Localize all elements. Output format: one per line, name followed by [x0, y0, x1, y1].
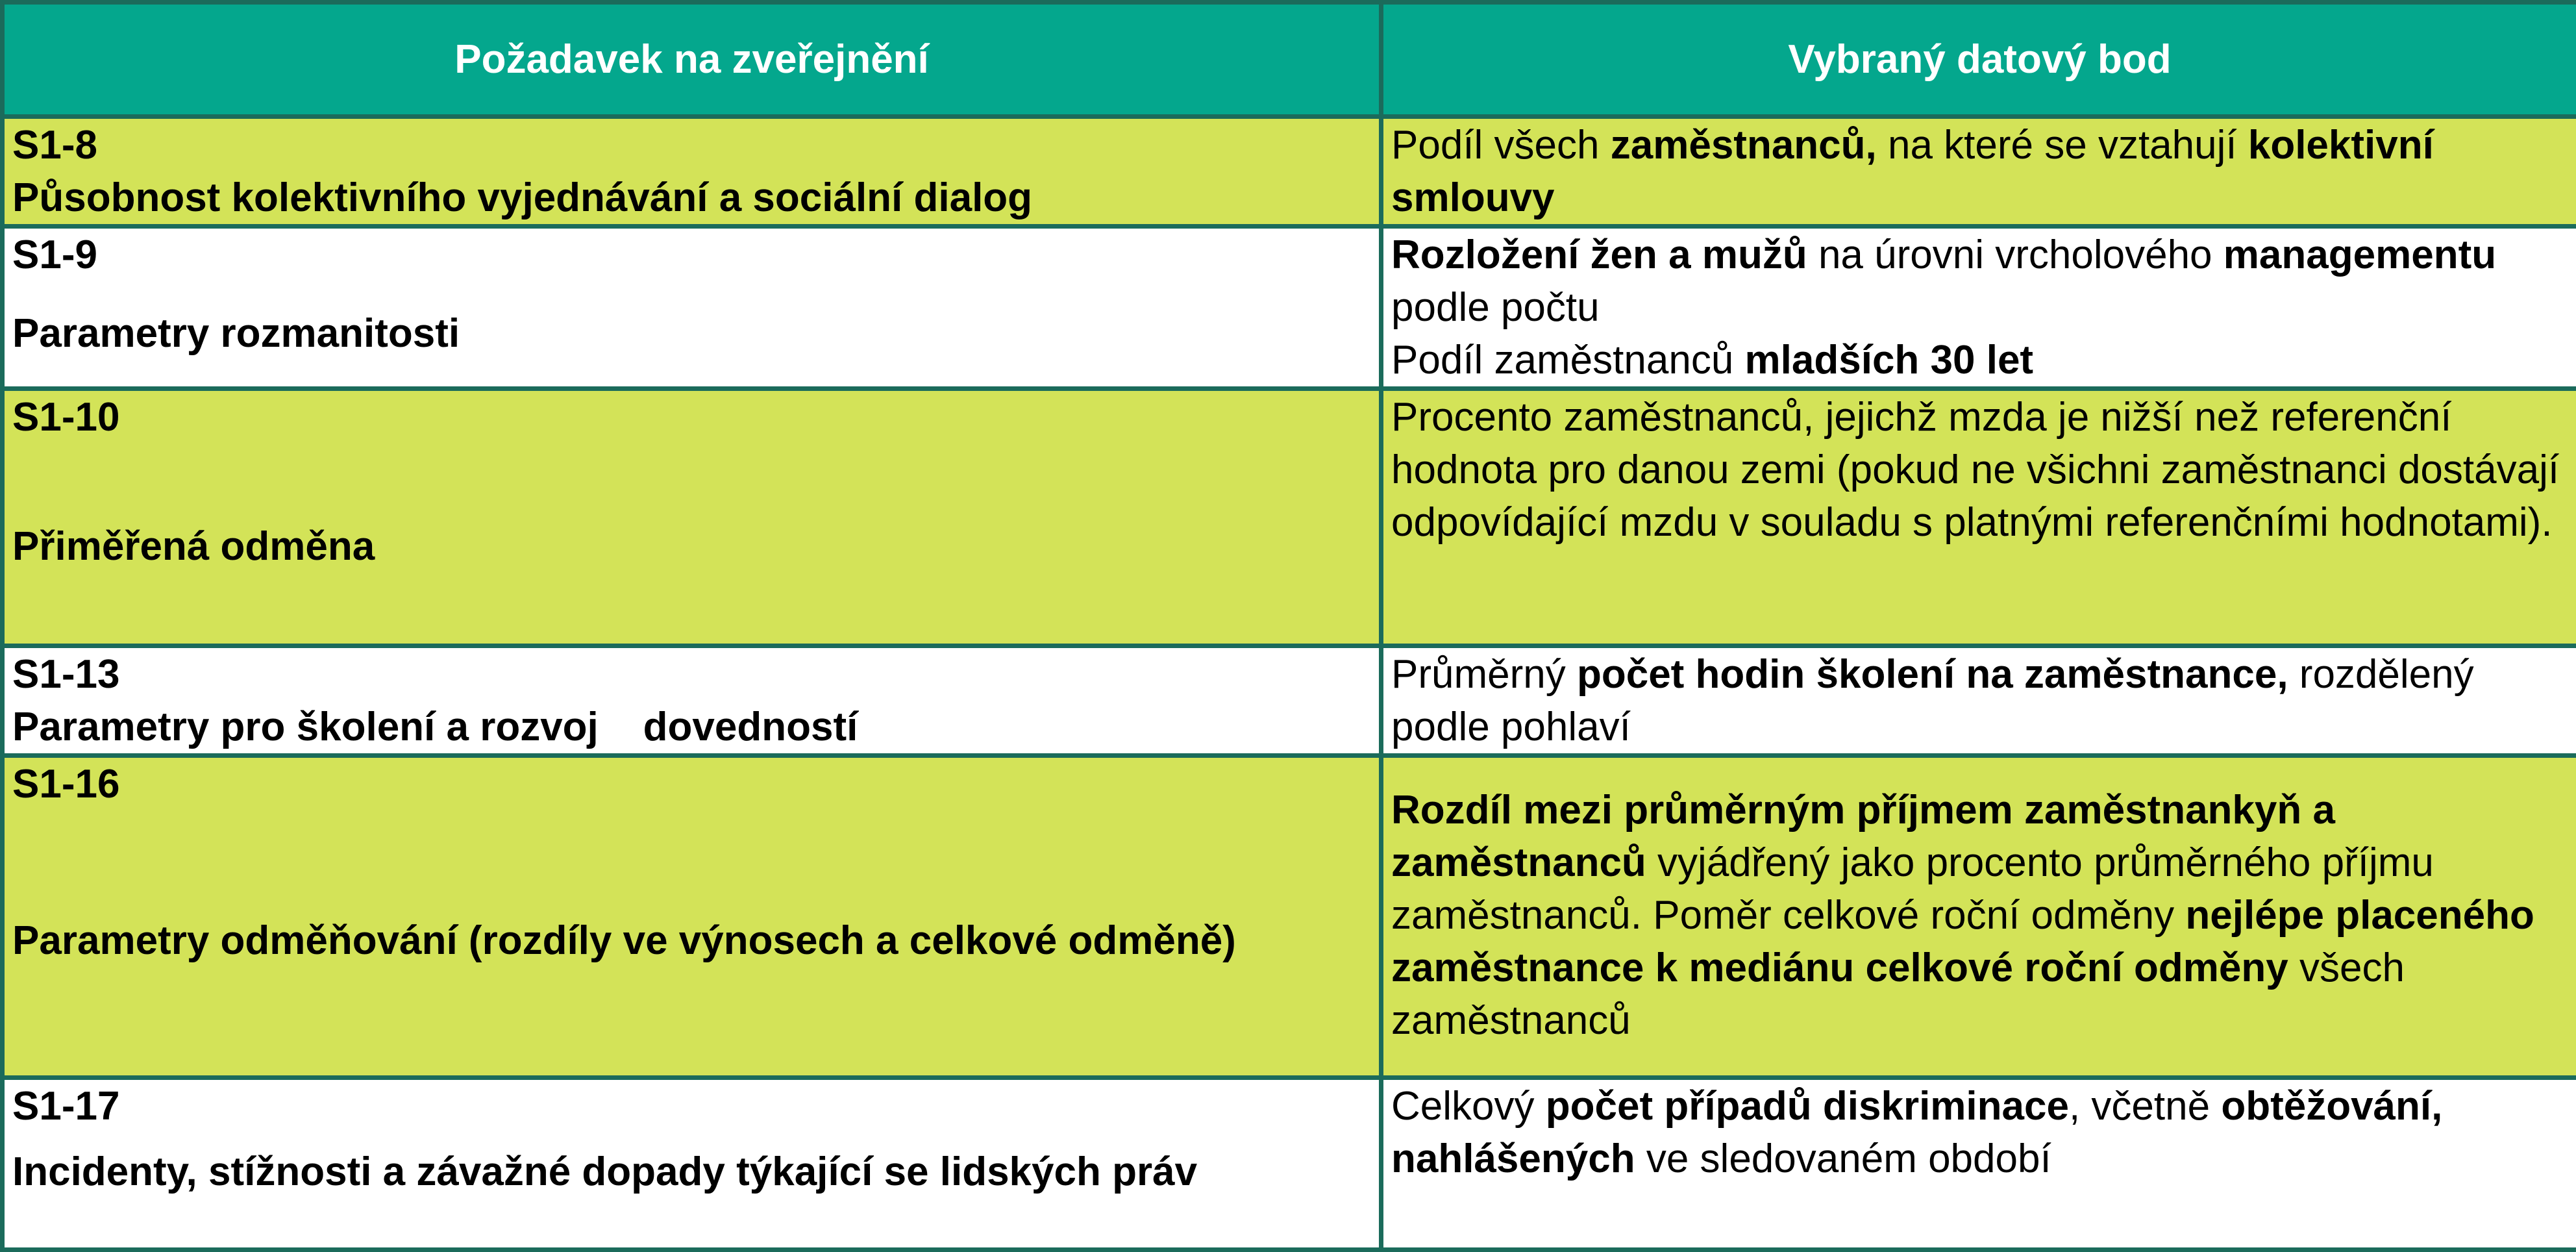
requirement-cell: [3, 389, 1381, 646]
datapoint-cell: [1381, 227, 2576, 389]
datapoint-cell: [1381, 117, 2576, 227]
requirement-cell: [3, 227, 1381, 389]
datapoint-text: [1391, 229, 2568, 334]
requirement-code: S1-9: [12, 229, 1371, 281]
table-row: [3, 756, 2576, 1078]
text-run: Podíl zaměstnanců: [1391, 338, 1745, 382]
text-run: podle počtu: [1391, 285, 1600, 330]
text-run: rozdělený podle pohlaví: [1391, 652, 2474, 749]
table-row: [3, 646, 2576, 756]
table-row: [3, 227, 2576, 389]
datapoint-text-2: [1391, 334, 2568, 386]
datapoint-cell: [1381, 756, 2576, 1078]
requirement-title: Parametry pro školení a rozvoj dovedností: [12, 701, 1371, 753]
text-run-bold: počet případů diskriminace: [1546, 1084, 2069, 1129]
requirement-title: Parametry rozmanitosti: [12, 307, 1371, 360]
datapoint-text: [1391, 652, 2474, 749]
requirement-cell: [3, 756, 1381, 1078]
text-run: Podíl všech: [1391, 123, 1611, 168]
requirement-title: Incidenty, stížnosti a závažné dopady týkající se lidských práv: [12, 1146, 1371, 1198]
text-run: na které se vztahují: [1877, 123, 2248, 168]
requirement-code: S1-8: [12, 119, 1371, 171]
table-header-row: [3, 3, 2576, 117]
requirement-title: Působnost kolektivního vyjednávání a sociální dialog: [12, 171, 1371, 224]
datapoint-text: [1391, 788, 2534, 1043]
requirement-code: S1-10: [12, 391, 1371, 444]
requirement-cell: [3, 117, 1381, 227]
text-run-bold: mladších 30 let: [1745, 338, 2034, 382]
text-run-bold: zaměstnanců,: [1611, 123, 1877, 168]
text-run: Průměrný: [1391, 652, 1577, 697]
requirement-cell: [3, 646, 1381, 756]
text-run-bold: obtěžování, nahlášených: [1391, 1084, 2442, 1181]
requirement-cell: [3, 1078, 1381, 1250]
text-run: Celkový: [1391, 1084, 1546, 1129]
requirement-title: Přiměřená odměna: [12, 520, 1371, 573]
text-run-bold: počet hodin školení na zaměstnance,: [1577, 652, 2288, 697]
text-run-bold: Rozložení žen a mužů: [1391, 232, 1807, 277]
datapoint-cell: [1381, 646, 2576, 756]
datapoint-text: Procento zaměstnanců, jejichž mzda je nižší než referenční hodnota pro danou zemi (pokud ne všichni zaměstnanci dostávají odpovídající mzdu v souladu s platnými referenčními hodnotami).: [1391, 395, 2559, 545]
text-run-bold: kolektivní smlouvy: [1391, 123, 2434, 220]
requirement-code: S1-16: [12, 758, 1371, 810]
text-run-bold: Rozdíl mezi průměrným příjmem zaměstnankyň a zaměstnanců: [1391, 788, 2335, 885]
text-run: ve sledovaném období: [1635, 1136, 2051, 1181]
text-run: všech zaměstnanců: [1391, 945, 2405, 1043]
text-run-bold: nejlépe placeného zaměstnance k mediánu celkové roční odměny: [1391, 893, 2534, 990]
header-selected-datapoint: Vybraný datový bod: [1381, 3, 2576, 117]
text-run: na úrovni vrcholového: [1807, 232, 2223, 277]
datapoint-text: [1391, 1084, 2442, 1181]
datapoint-cell: [1381, 1078, 2576, 1250]
table-row: [3, 389, 2576, 646]
text-run: , včetně: [2069, 1084, 2221, 1129]
text-run-bold: managementu: [2223, 232, 2496, 277]
requirement-code: S1-13: [12, 648, 1371, 701]
datapoint-text: [1391, 123, 2434, 220]
requirement-title: Parametry odměňování (rozdíly ve výnosech a celkové odměně): [12, 914, 1371, 967]
requirement-code: S1-17: [12, 1080, 1371, 1133]
text-run: vyjádřený jako procento průměrného příjmu zaměstnanců. Poměr celkové roční odměny: [1391, 840, 2434, 938]
table-row: [3, 117, 2576, 227]
datapoint-cell: [1381, 389, 2576, 646]
table-row: [3, 1078, 2576, 1250]
header-disclosure-requirement: Požadavek na zveřejnění: [3, 3, 1381, 117]
